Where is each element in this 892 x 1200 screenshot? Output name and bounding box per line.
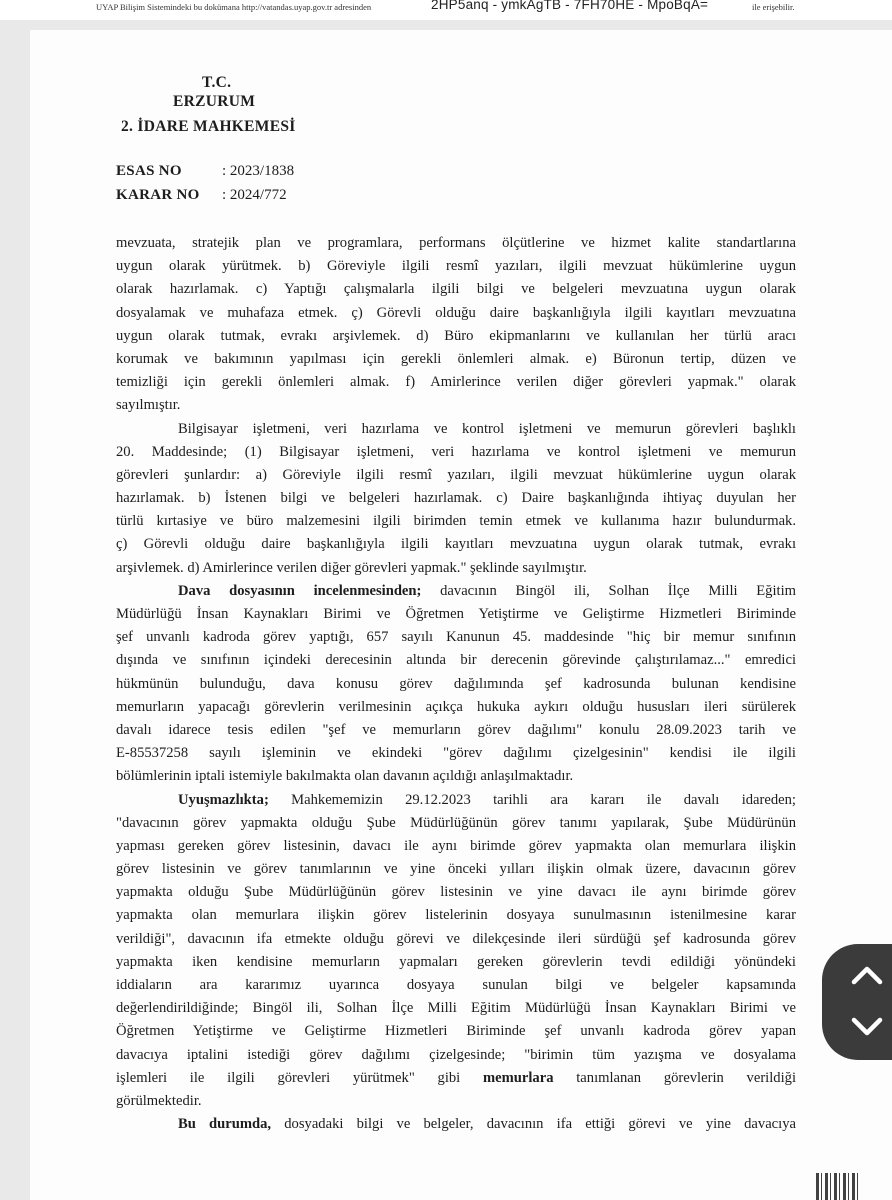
karar-number bbox=[116, 187, 287, 204]
bold-word: memurlara bbox=[482, 1069, 554, 1086]
page-navigation bbox=[822, 944, 892, 1060]
text-line: türlü kırtasiye ve büro malzemesini ilgili birimden temin etmek ve kullanıma hazır bulundurmak. bbox=[116, 513, 796, 530]
lead-rest: dosyadaki bilgi ve belgeler, davacının ifa ettiği görevi ve yine davacıya bbox=[271, 1116, 796, 1133]
text-line: 20. Maddesinde; (1) Bilgisayar işletmeni, veri hazırlama ve kontrol işletmeni ve memurun bbox=[116, 443, 796, 460]
text-line: arşivlemek. d) Amirlerince verilen diğer görevleri yapmak." şeklinde sayılmıştır. bbox=[116, 559, 587, 576]
text-line-with-emphasis bbox=[116, 1067, 796, 1090]
bold-lead: Bu durumda, bbox=[178, 1116, 272, 1133]
text-line: yapmakta olan memurlara ilişkin görev listelerinin dosyaya sunulmasının istenilmesine karar bbox=[116, 907, 796, 924]
chevron-down-icon[interactable] bbox=[850, 1016, 884, 1038]
karar-label: KARAR NO bbox=[116, 187, 200, 203]
verification-prefix: UYAP Bilişim Sistemindeki bu dokümana http://vatandas.uyap.gov.tr adresinden bbox=[96, 2, 372, 12]
document-body bbox=[116, 232, 796, 1136]
karar-value: : 2024/772 bbox=[222, 187, 287, 203]
text-line: şef unvanlı kadroda görev yaptığı, 657 sayılı Kanunun 45. maddesinde "hiç bir memur sınıfının bbox=[116, 629, 796, 646]
bold-lead: Uyuşmazlıkta; bbox=[178, 791, 269, 808]
text-line: görülmektedir. bbox=[116, 1092, 202, 1109]
lead-rest: davacının Bingöl ili, Solhan İlçe Milli Eğitim bbox=[421, 582, 796, 599]
text-line: verildiği", davacının ifa etmekte olduğu görevi ve dilekçesinde ileri sürdüğü şef kadrosunda görev bbox=[116, 930, 796, 947]
paragraph-lead-line bbox=[116, 1113, 796, 1136]
lead-rest: Mahkememizin 29.12.2023 tarihli ara kararı ile davalı idareden; bbox=[268, 791, 796, 808]
paragraph-lead-line bbox=[116, 580, 796, 603]
text-line: "davacının görev yapmakta olduğu Şube Müdürlüğünün görev tanımı yapılarak, Şube Müdürünün bbox=[116, 814, 796, 831]
line-pre: işlemleri ile ilgili görevleri yürütmek" gibi bbox=[116, 1069, 483, 1086]
text-line: uygun olarak tutmak, evrakı arşivlemek. d) Büro ekipmanlarını ve kullanılan her türlü aracı bbox=[116, 327, 796, 344]
text-line: Öğretmen Yetiştirme ve Geliştirme Hizmetleri Biriminde şef unvanlı kadroda görev yapan bbox=[116, 1023, 796, 1040]
text-line: Bilgisayar işletmeni, veri hazırlama ve kontrol işletmeni ve memurun görevleri başlıklı bbox=[178, 420, 796, 437]
header-city: ERZURUM bbox=[173, 93, 256, 110]
text-line: memurların yapacağı görevlerin verilmesinin açıkça hukuka aykırı olduğu hususları ileri sürülerek bbox=[116, 698, 796, 715]
text-line: yapması gereken görev listesinin, davacı ile aynı birimde görev yapmakta olan memurlara ilişkin bbox=[116, 837, 796, 854]
line-post: tanımlanan görevlerin verildiği bbox=[553, 1069, 796, 1086]
esas-number bbox=[116, 163, 294, 180]
text-line: Müdürlüğü İnsan Kaynakları Birimi ve Öğretmen Yetiştirme ve Geliştirme Hizmetleri Biriminde bbox=[116, 606, 796, 622]
text-line: görevleri şunlardır: a) Göreviyle ilgili resmî yazıları, ilgili mevzuat hükümlerine uygun olarak bbox=[116, 466, 796, 483]
text-line: iddiaların ara kararımız uyarınca dosyaya sunulan bilgi ve belgeler kapsamında bbox=[116, 977, 796, 993]
verification-bar bbox=[0, 0, 892, 20]
text-line: uygun olarak yürütmek. b) Göreviyle ilgili resmî yazıları, ilgili mevzuat hükümlerine uygun bbox=[116, 258, 796, 275]
text-line: temizliği için gerekli önlemleri almak. f) Amirlerince verilen diğer görevleri yapmak." olarak bbox=[116, 374, 796, 391]
text-line: yapmakta olduğu Şube Müdürlüğünün görev listesinin ve yine davacı ile aynı birimde görev bbox=[116, 884, 796, 901]
bold-lead: Dava dosyasının incelenmesinden; bbox=[178, 582, 422, 599]
esas-label: ESAS NO bbox=[116, 163, 182, 179]
text-line: görev listesinin ve görev tanımlarının ve yine önceki yılları ilişkin olmak üzere, davacının görev bbox=[116, 861, 796, 878]
text-line: değerlendirildiğinde; Bingöl ili, Solhan İlçe Milli Eğitim Müdürlüğü İnsan Kaynakları Birimi ve bbox=[116, 1000, 796, 1017]
text-line: mevzuata, stratejik plan ve programlara, performans ölçütlerine ve hizmet kalite standartlarına bbox=[116, 235, 796, 251]
header-court: 2. İDARE MAHKEMESİ bbox=[121, 118, 296, 135]
text-line: hükmünün bulunduğu, dava konusu görev dağılımında şef kadrosunda bulunan kendisine bbox=[116, 675, 796, 692]
paragraph-lead-line bbox=[116, 789, 796, 812]
text-line: korumak ve bakımının yapılması için gerekli önlemleri almak. e) Büronun tertip, düzen ve bbox=[116, 350, 796, 367]
text-line: yapmakta iken kendisine memurların yapmaları gereken görevlerin tevdi edildiği yönündeki bbox=[116, 953, 796, 970]
text-line: bölümlerinin iptali istemiyle bakılmakta olan davanın açıldığı anlaşılmaktadır. bbox=[116, 768, 574, 785]
text-line: hazırlamak. b) İstenen bilgi ve belgeleri hazırlamak. c) Daire başkanlığında ihtiyaç duyulan her bbox=[116, 490, 796, 507]
text-line: E-85537258 sayılı işleminin ve ekindeki "görev dağılımı çizelgesinin" kendisi ile ilgili bbox=[116, 745, 796, 762]
text-line: dışında ve sınıfının içindeki derecesinin altında bir derecenin görevinde çalıştırılamaz..." emredici bbox=[116, 652, 796, 669]
verification-code: 2HP5anq - ymkAgTB - 7FH70HE - MpoBqA= bbox=[431, 0, 709, 12]
qr-code-icon bbox=[816, 1173, 860, 1200]
text-line: sayılmıştır. bbox=[116, 397, 181, 414]
header-tc: T.C. bbox=[202, 74, 232, 91]
text-line: dosyalamak ve muhafaza etmek. ç) Görevli olduğu daire başkanlığıyla ilgili kayıtları mevzuatına bbox=[116, 304, 796, 321]
text-line: ç) Görevli olduğu daire başkanlığıyla ilgili kayıtları mevzuatına uygun olarak tutmak, evrakı bbox=[116, 536, 796, 553]
esas-value: : 2023/1838 bbox=[222, 163, 295, 179]
verification-suffix: ile erişebilir. bbox=[752, 2, 795, 12]
document-page bbox=[30, 30, 892, 1200]
text-line: davalı idarece tesis edilen "şef ve memurların görev dağılımı" konulu 28.09.2023 tarih ve bbox=[116, 721, 796, 738]
chevron-up-icon[interactable] bbox=[850, 964, 884, 986]
text-line: olarak hazırlamak. c) Yaptığı çalışmalarla ilgili bilgi ve belgeleri mevzuatına uygun olarak bbox=[116, 281, 796, 298]
text-line: davacıya iptalini istediği görev dağılımı çizelgesinde; "birimin tüm yazışma ve dosyalama bbox=[116, 1046, 796, 1063]
